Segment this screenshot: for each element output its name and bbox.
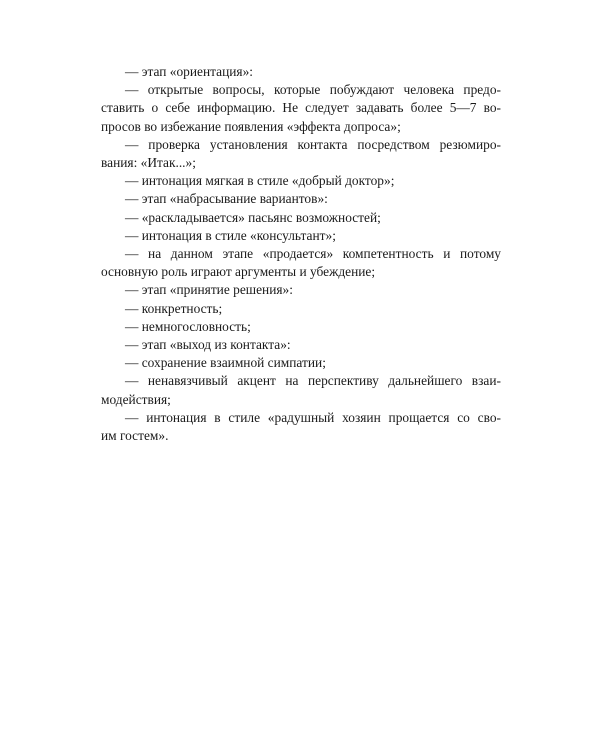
text-line: — интонация мягкая в стиле «добрый доктор»; (125, 173, 395, 189)
text-line: — этап «набрасывание вариантов»: (125, 191, 328, 207)
text-line: — проверка установления контакта посредством резюмиро- (125, 136, 501, 152)
text-line: вания: «Итак...»; (101, 155, 196, 171)
text-line: ставить о себе информацию. Не следует задавать более 5—7 во- (101, 100, 501, 116)
text-line: — на данном этапе «продается» компетентность и потому (125, 246, 501, 262)
text-line: — «раскладывается» пасьянс возможностей; (125, 209, 381, 225)
document-body-text (101, 63, 501, 445)
text-line: основную роль играют аргументы и убеждение; (101, 264, 376, 280)
text-line: просов во избежание появления «эффекта допроса»; (101, 118, 401, 134)
text-line: — этап «ориентация»: (125, 64, 254, 79)
text-line: — открытые вопросы, которые побуждают человека предо- (125, 82, 501, 98)
text-line: — этап «выход из контакта»: (125, 337, 291, 353)
text-line: — ненавязчивый акцент на перспективу дальнейшего взаи- (125, 373, 501, 389)
text-line: — интонация в стиле «радушный хозяин прощается со сво- (125, 409, 501, 425)
text-line: им гостем». (101, 428, 169, 444)
text-line: — этап «принятие решения»: (125, 282, 293, 298)
text-line: — немногословность; (125, 318, 251, 334)
text-line: — конкретность; (125, 300, 223, 316)
text-line: — интонация в стиле «консультант»; (125, 227, 336, 243)
text-line: — сохранение взаимной симпатии; (125, 355, 326, 371)
text-line: модействия; (101, 391, 171, 407)
